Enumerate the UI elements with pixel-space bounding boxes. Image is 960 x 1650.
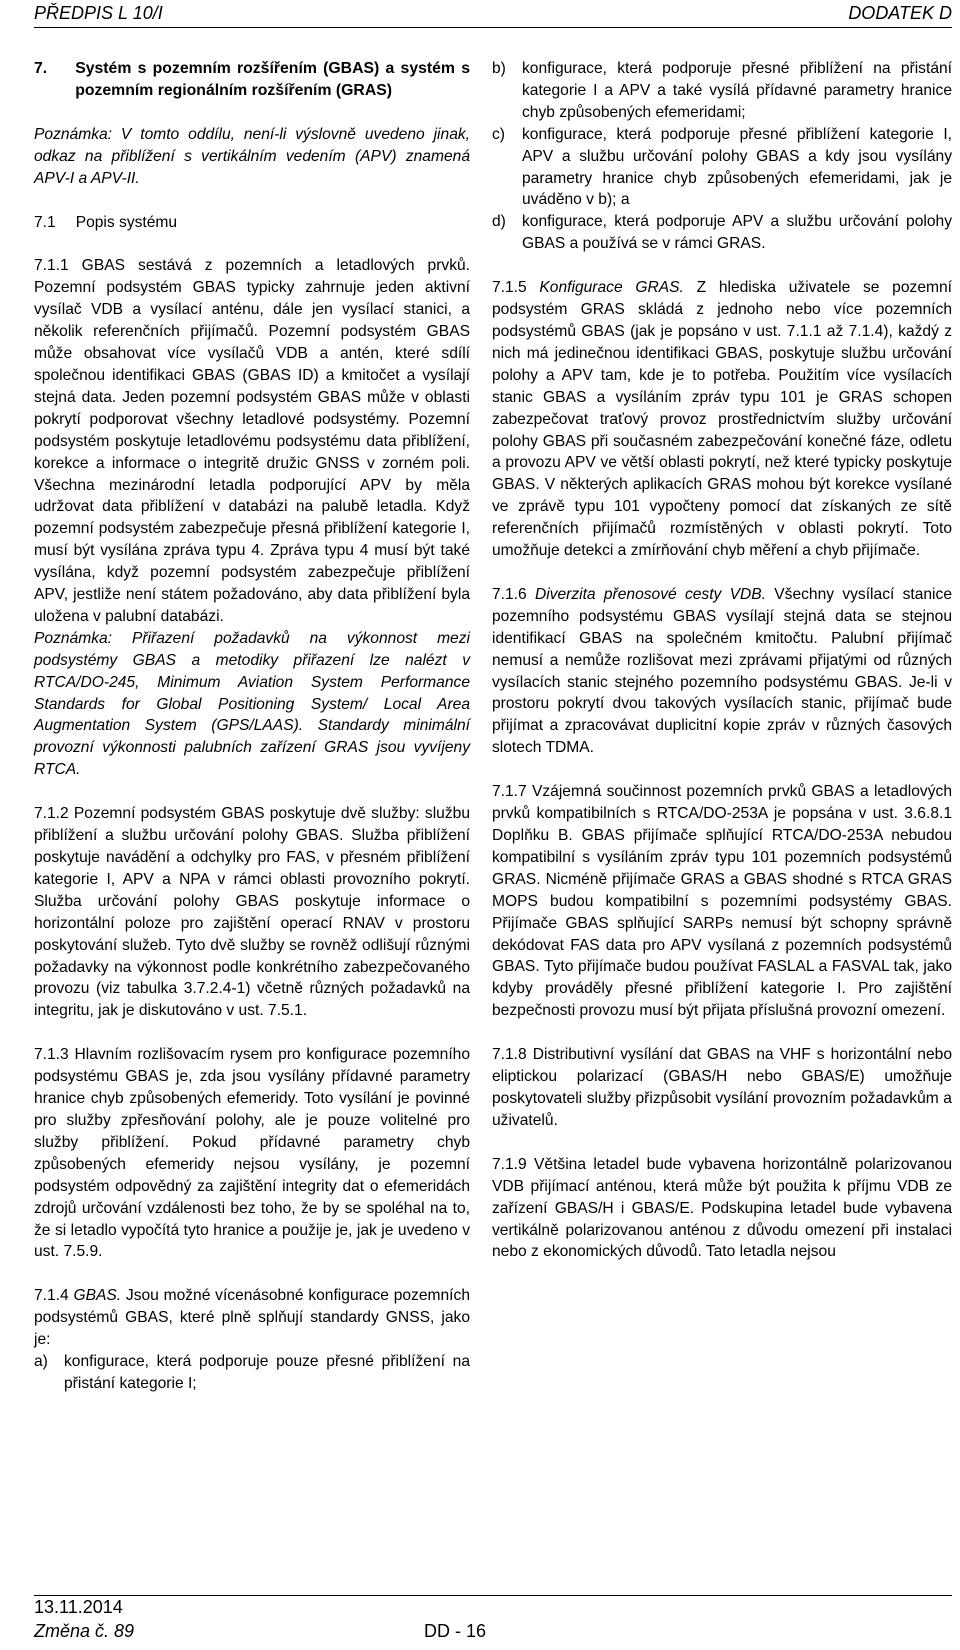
page-footer xyxy=(34,1595,952,1650)
paragraph-lead: GBAS. xyxy=(73,1287,122,1305)
subsection-title: Popis systému xyxy=(75,213,178,231)
paragraph-7-1-8: 7.1.8 Distributivní vysílání dat GBAS na VHF s horizontální nebo eliptickou polarizací (GBAS/H nebo GBAS/E) umožňuje poskytovateli služby přizpůsobit vysílání provozním požadavkům a uživatelů. xyxy=(492,1046,952,1129)
footer-date: 13.11.2014 xyxy=(34,1597,123,1617)
paragraph-7-1-1: 7.1.1 GBAS sestává z pozemních a letadlových prvků. Pozemní podsystém GBAS typicky zahrnuje jeden aktivní vysílač VDB a vysílací anténu, dále jen vysílací stanici, a několik referenčních přijímačů. Pozemní podsystém GBAS může obsahovat více vysílačů VDB a antén, které sdílí společnou identifikaci GBAS (GBAS ID) a kmitočet a vysílají stejná data. Jeden pozemní podsystém GBAS může v oblasti pokrytí podporovat všechny letadlové podsystémy. Pozemní podsystém poskytuje letadlovému podsystému data přiblížení, korekce a informace o integritě družic GNSS v zorném poli. Všechna mezinárodní letadla podporující APV by měla udržovat data přiblížení v databázi na palubě letadla. Když pozemní podsystém zabezpečuje přesná přiblížení kategorie I, musí být vysílána zpráva typu 4. Zpráva typu 4 musí být také vysílána, když pozemní podsystém zabezpečuje přiblížení APV, jestliže není státem požadováno, aby data přiblížení byla uložena v palubní databázi. xyxy=(34,257,470,625)
paragraph-number: 7.1.6 xyxy=(492,585,527,603)
paragraph-lead: Konfigurace GRAS. xyxy=(539,279,684,297)
header-attachment: DODATEK D xyxy=(848,3,952,23)
list-item-label: c) xyxy=(492,125,505,143)
paragraph-text: Jsou možné vícenásobné konfigurace pozemních podsystémů GBAS, které plně splňují standardy GNSS, jako je: xyxy=(34,1287,470,1349)
list-item-label: a) xyxy=(34,1353,48,1371)
paragraph-text: Všechny vysílací stanice pozemního podsystému GBAS vysílají stejná data se stejnou identifikací GBAS na společném kmitočtu. Palubní přijímač nemusí a nemůže rozlišovat mezi zprávami přijatými od různých vysílacích stanic stejného pozemního podsystému GBAS. Je-li v prostoru pokrytí dvou takových vysílacích stanic, přijímač bude přijímat a zpracovávat duplicitní kopie zpráv v různých časových slotech TDMA. xyxy=(492,585,952,757)
list-item-text: konfigurace, která podporuje APV a službu určování polohy GBAS a používá se v rámci GRAS. xyxy=(522,213,952,253)
left-column xyxy=(34,58,470,1395)
paragraph-7-1-6 xyxy=(492,584,952,759)
header-rule xyxy=(34,27,952,28)
right-column xyxy=(492,58,952,1263)
paragraph-text: Z hlediska uživatele se pozemní podsystém GRAS skládá z jednoho nebo více pozemních podsystémů GBAS (jak je popsáno v ust. 7.1.1 až 7.1.4), každý z nich má jedinečnou identifikaci GBAS, poskytuje službu určování polohy a APV tam, kde je to potřeba. Použitím více vysílacích stanic GBAS a vysíláním zpráv typu 101 je GRAS schopen zabezpečovat traťový provoz prostřednictvím služby určování polohy GBAS při současném zabezpečování konečné fáze, odletu a provozu APV ve větší oblasti pokrytí, než které typicky poskytuje GBAS. V některých aplikacích GRAS mohou být korekce vysílané ve zprávě typu 101 vypočteny pomocí dat získaných ze sítě referenčních přijímačů rozmístěných v oblasti pokrytí. Toto umožňuje detekci a zmírňování chyb měření a chyb přijímače. xyxy=(492,279,952,560)
header-doc-id: PŘEDPIS L 10/I xyxy=(34,3,163,23)
footer-rule xyxy=(34,1595,952,1596)
paragraph-7-1-5 xyxy=(492,277,952,562)
paragraph-7-1-2: 7.1.2 Pozemní podsystém GBAS poskytuje dvě služby: službu přiblížení a službu určování polohy GBAS. Služba přiblížení poskytuje navádění a odchylky pro FAS, v přesném přiblížení kategorie I, APV a NPA v rámci oblasti provozního pokrytí. Služba určování polohy GBAS poskytuje informace o horizontální poloze pro zajištění operací RNAV v prostoru poskytování služeb. Tyto dvě služby se rovněž odlišují různými požadavky na výkonnost podle konkrétního zabezpečovaného provozu (viz tabulka 3.7.2.4-1) včetně různých požadavků na integritu, jak je diskutováno v ust. 7.5.1. xyxy=(34,805,470,1020)
list-item-label: b) xyxy=(492,60,506,77)
footer-change: Změna č. 89 xyxy=(34,1621,135,1641)
section-title: Systém s pozemním rozšířením (GBAS) a systém s pozemním regionálním rozšířením (GRAS) xyxy=(75,60,470,99)
paragraph-number: 7.1.4 xyxy=(34,1287,69,1305)
subsection-heading xyxy=(34,212,470,234)
section-number: 7. xyxy=(34,60,48,77)
paragraph-7-1-3: 7.1.3 Hlavním rozlišovacím rysem pro konfigurace pozemního podsystému GBAS je, zda jsou vysílány přídavné parametry hranice chyb způsobených efemeridy. Toto vysílání je povinné pro služby zpřesňování polohy, ale je pouze volitelné pro služby přiblížení. Pokud přídavné parametry chyb způsobených efemeridy nejsou vysílány, je pozemní podsystém odpovědný za zajištění integrity dat o efemeridách zdrojů určování vzdálenosti bez toho, že by se spoléhal na to, že si letadlo vypočítá tyto hranice a použije je, jak je uvedeno v ust. 7.5.9. xyxy=(34,1046,470,1261)
list-item-text: konfigurace, která podporuje pouze přesné přiblížení na přistání kategorie I; xyxy=(64,1353,470,1392)
paragraph-lead: Diverzita přenosové cesty VDB. xyxy=(534,585,766,603)
page-header xyxy=(0,0,960,32)
list-item-text: konfigurace, která podporuje přesné přiblížení kategorie I, APV a službu určování polohy GBAS a kdy jsou vysílány parametry hranice chyb způsobených efemeridami, jak je uváděno v b); a xyxy=(522,125,952,209)
paragraph-7-1-9: 7.1.9 Většina letadel bude vybavena horizontálně polarizovanou VDB přijímací anténou, která může být použita k příjmu VDB ze zařízení GBAS/H i GBAS/E. Podskupina letadel bude vybavena vertikálně polarizovanou anténou z důvodu omezení při instalaci nebo z ekonomických důvodů. Tato letadla nejsou xyxy=(492,1155,952,1261)
section-heading xyxy=(34,58,470,102)
subsection-number: 7.1 xyxy=(34,213,56,231)
section-note: Poznámka: V tomto oddílu, není-li výslovně uvedeno jinak, odkaz na přiblížení s vertikálním vedením (APV) znamená APV-I a APV-II. xyxy=(34,125,470,187)
list-item-label: d) xyxy=(492,213,506,231)
paragraph-7-1-7: 7.1.7 Vzájemná součinnost pozemních prvků GBAS a letadlových prvků kompatibilních s RTCA/DO-253A je popsána v ust. 3.6.8.1 Doplňku B. GBAS přijímače splňující RTCA/DO-253A nebudou kompatibilní s vysíláním zpráv typu 101 pozemních podsystémů GRAS. Nicméně přijímače GRAS a GBAS shodné s RTCA GRAS MOPS budou kompatibilní s pozemními podsystémy GBAS. Přijímače GBAS splňující SARPs nemusí být schopny správně dekódovat FAS data pro APV vysílaná z pozemních podsystémů GBAS. Tyto přijímače budou používat FASLAL a FASVAL tak, jako kdyby prováděly přesné přiblížení kategorie I. Pro zajištění bezpečnosti provozu musí být přijata příslušná provozní omezení. xyxy=(492,783,952,1020)
list-item xyxy=(34,1351,470,1395)
paragraph-7-1-4 xyxy=(34,1285,470,1351)
list-item xyxy=(492,58,952,124)
footer-page-number: DD - 16 xyxy=(424,1621,487,1641)
note-7-1-1: Poznámka: Přiřazení požadavků na výkonnost mezi podsystémy GBAS a metodiky přiřazení lze nalézt v RTCA/DO-245, Minimum Aviation System Performance Standards for Global Positioning System/ Local Area Augmentation System (GPS/LAAS). Standardy minimální provozní výkonnosti palubních zařízení GRAS jsou vyvíjeny RTCA. xyxy=(34,629,470,779)
list-item-text: konfigurace, která podporuje přesné přiblížení na přistání kategorie I a APV a také vysílá přídavné parametry hranice chyb způsobených efemeridami; xyxy=(522,60,952,121)
list-item xyxy=(492,124,952,212)
paragraph-number: 7.1.5 xyxy=(492,279,527,297)
list-item xyxy=(492,211,952,255)
